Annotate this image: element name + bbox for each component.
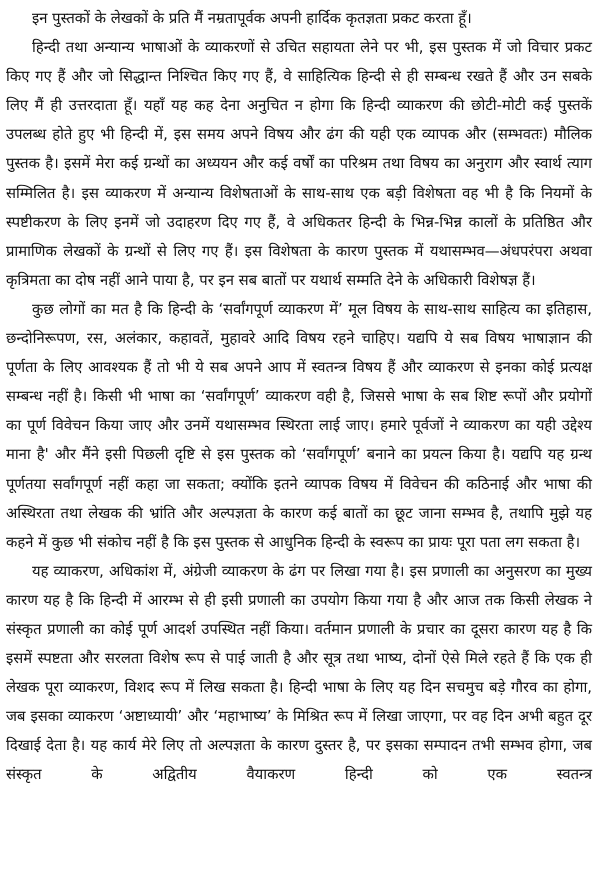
paragraph-scope: कुछ लोगों का मत है कि हिन्दी के ‘सर्वांगपूर्ण व्याकरण में’ मूल विषय के साथ-साथ साहित्य का इतिहास, छन्दोनिरूपण, रस, अलंकार, कहावतें, मुहावरे आदि विषय रहने चाहिए। यद्यपि ये सब विषय भाषाज्ञान की पूर्णता के लिए आवश्यक हैं तो भी ये सब अपने आप में स्वतन्त्र विषय हैं और व्याकरण से इनका कोई प्रत्यक्ष सम्बन्ध नहीं है। किसी भी भाषा का ‘सर्वांगपूर्ण’ व्याकरण वही है, जिससे भाषा के सब शिष्ट रूपों और प्रयोगों का पूर्ण विवेचन किया जाए और उनमें यथासम्भव स्थिरता लाई जाए। हमारे पूर्वजों ने व्याकरण का यही उद्देश्य माना है' और मैंने इसी पिछली दृष्टि से इस पुस्तक को ‘सर्वांगपूर्ण’ बनाने का प्रयत्न किया है। यद्यपि यह ग्रन्थ पूर्णतया सर्वांगपूर्ण नहीं कहा जा सकता; क्योंकि इतने व्यापक विषय में विवेचन की कठिनाई और भाषा की अस्थिरता तथा लेखक की भ्रांति और अल्पज्ञता के कारण कई बातों का छूट जाना सम्भव है, तथापि मुझे यह कहने में कुछ भी संकोच नहीं है कि इस पुस्तक से आधुनिक हिन्दी के स्वरूप का प्रायः पूरा पता लग सकता है। [6,300,592,551]
paragraph-acknowledgement: इन पुस्तकों के लेखकों के प्रति मैं नम्रतापूर्वक अपनी हार्दिक कृतज्ञता प्रकट करता हूँ। [32,10,472,27]
paragraph-method: यह व्याकरण, अधिकांश में, अंग्रेजी व्याकरण के ढंग पर लिखा गया है। इस प्रणाली का अनुसरण का मुख्य कारण यह है कि हिन्दी में आरम्भ से ही इसी प्रणाली का उपयोग किया गया है और आज तक किसी लेखक ने संस्कृत प्रणाली का कोई पूर्ण आदर्श उपस्थित नहीं किया। वर्तमान प्रणाली के प्रचार का दूसरा कारण यह है कि इसमें स्पष्टता और सरलता विशेष रूप से पाई जाती है और सूत्र तथा भाष्य, दोनों ऐसे मिले रहते हैं कि एक ही लेखक पूरा व्याकरण, विशद रूप में लिख सकता है। हिन्दी भाषा के लिए यह दिन सचमुच बड़े गौरव का होगा, जब इसका व्याकरण ‘अष्टाध्यायी’ और ‘महाभाष्य’ के मिश्रित रूप में लिखा जाएगा, पर वह दिन अभी बहुत दूर दिखाई देता है। यह कार्य मेरे लिए तो अल्पज्ञता के कारण दुस्तर है, पर इसका सम्पादन तभी सम्भव होगा, जब संस्कृत के अद्वितीय वैयाकरण हिन्दी को एक स्वतन्त्र [6,562,593,784]
paragraph-sources: हिन्दी तथा अन्यान्य भाषाओं के व्याकरणों से उचित सहायता लेने पर भी, इस पुस्तक में जो विचार प्रकट किए गए हैं और जो सिद्धान्त निश्चित किए गए हैं, वे साहित्यिक हिन्दी से ही सम्बन्ध रखते हैं और उन सबके लिए मैं ही उत्तरदाता हूँ। यहाँ यह कह देना अनुचित न होगा कि हिन्दी व्याकरण की छोटी-मोटी कई पुस्तकें उपलब्ध होते हुए भी हिन्दी में, इस समय अपने विषय और ढंग की यही एक व्यापक और (सम्भवतः) मौलिक पुस्तक है। इसमें मेरा कई ग्रन्थों का अध्ययन और कई वर्षों का परिश्रम तथा विषय का अनुराग और स्वार्थ त्याग सम्मिलित है। इस व्याकरण में अन्यान्य विशेषताओं के साथ-साथ एक बड़ी विशेषता वह भी है कि नियमों के स्पष्टीकरण के लिए इनमें जो उदाहरण दिए गए हैं, वे अधिकतर हिन्दी के भिन्न-भिन्न कालों के प्रतिष्ठित और प्रामाणिक लेखकों के ग्रन्थों से लिए गए हैं। इस विशेषता के कारण पुस्तक में यथासम्भव—अंधपरंपरा अथवा कृत्रिमता का दोष नहीं आने पाया है, पर इन सब बातों पर यथार्थ सम्मति देने के अधिकारी विशेषज्ञ हैं। [6,39,592,289]
